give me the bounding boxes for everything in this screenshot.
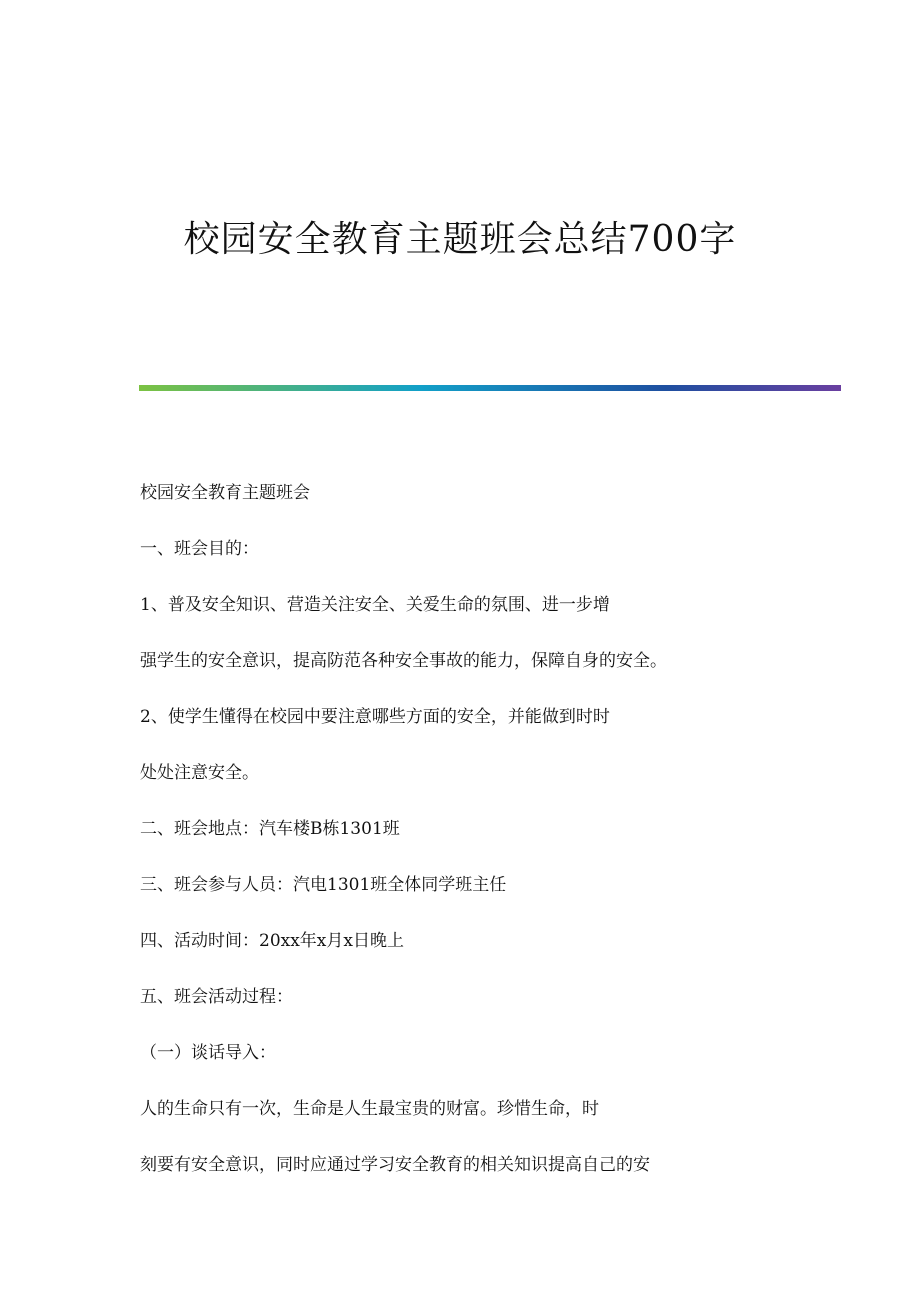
paragraph: 二、班会地点：汽车楼B栋1301班 — [140, 819, 400, 839]
document-body — [140, 465, 840, 1193]
paragraph: 三、班会参与人员：汽电1301班全体同学班主任 — [140, 875, 507, 895]
paragraph: 刻要有安全意识，同时应通过学习安全教育的相关知识提高自己的安 — [140, 1155, 650, 1175]
paragraph: 强学生的安全意识，提高防范各种安全事故的能力，保障自身的安全。 — [140, 651, 667, 671]
paragraph: 2、使学生懂得在校园中要注意哪些方面的安全，并能做到时时 — [140, 707, 610, 727]
document-title: 校园安全教育主题班会总结700字 — [183, 219, 737, 260]
paragraph: 1、普及安全知识、营造关注安全、关爱生命的氛围、进一步增 — [140, 595, 610, 615]
paragraph: （一）谈话导入： — [140, 1043, 276, 1063]
paragraph: 五、班会活动过程： — [140, 987, 293, 1007]
paragraph: 一、班会目的： — [140, 539, 259, 559]
paragraph: 校园安全教育主题班会 — [140, 483, 310, 503]
paragraph: 人的生命只有一次，生命是人生最宝贵的财富。珍惜生命，时 — [140, 1099, 599, 1119]
paragraph: 四、活动时间：20xx年x月x日晚上 — [140, 931, 404, 951]
paragraph: 处处注意安全。 — [140, 763, 259, 783]
gradient-divider — [139, 385, 841, 391]
